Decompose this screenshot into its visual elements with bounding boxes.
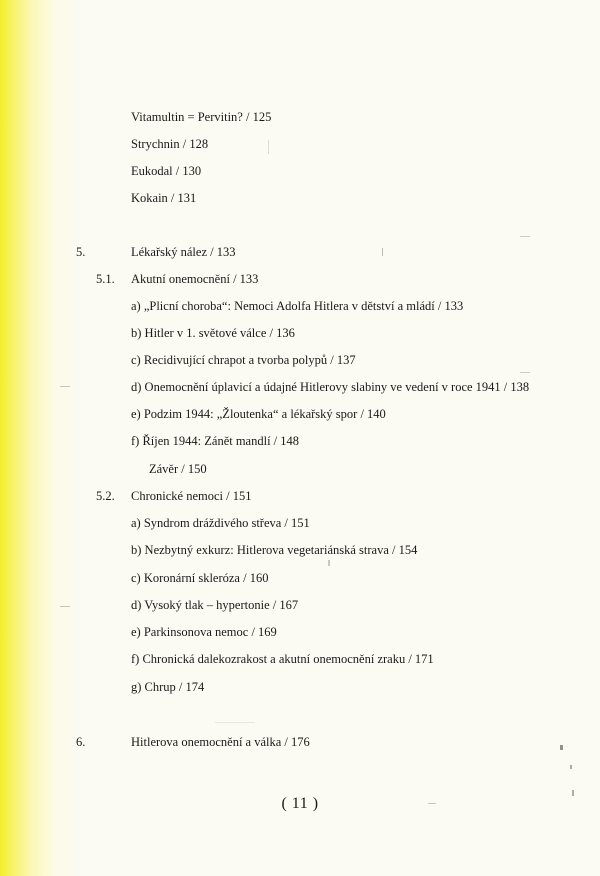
toc-entry-koronarni: c) Koronární skleróza / 160 — [131, 571, 269, 585]
scan-mark — [60, 606, 70, 607]
scan-mark — [570, 765, 572, 769]
toc-chapter-number: 5. — [76, 245, 86, 259]
toc-chapter-valka: Hitlerova onemocnění a válka / 176 — [131, 735, 310, 749]
toc-entry-zloutenka: e) Podzim 1944: „Žloutenka“ a lékařský spor / 140 — [131, 407, 386, 421]
scan-mark — [328, 560, 330, 566]
toc-entry-eukodal: Eukodal / 130 — [131, 164, 202, 178]
toc-entry-parkinson: e) Parkinsonova nemoc / 169 — [131, 625, 277, 639]
scan-mark — [560, 745, 563, 750]
toc-section-number: 5.1. — [96, 272, 115, 286]
scan-mark — [268, 140, 269, 154]
toc-entry-kokain: Kokain / 131 — [131, 191, 197, 205]
toc-entry-plicni-choroba: a) „Plicní choroba“: Nemoci Adolfa Hitlera v dětství a mládí / 133 — [131, 299, 464, 313]
toc-entry-svetova-valka: b) Hitler v 1. světové válce / 136 — [131, 326, 295, 340]
toc-chapter-number: 6. — [76, 735, 86, 749]
scan-mark — [215, 722, 255, 723]
toc-section-number: 5.2. — [96, 489, 115, 503]
scan-mark — [520, 236, 530, 237]
toc-section-chronicke: Chronické nemoci / 151 — [131, 489, 252, 503]
scan-mark — [382, 248, 383, 256]
toc-entry-vegetarianska-strava: b) Nezbytný exkurz: Hitlerova vegetariánská strava / 154 — [131, 543, 418, 557]
toc-chapter-lekarsky-nalez: Lékařský nález / 133 — [131, 245, 236, 259]
toc-entry-chrapot: c) Recidivující chrapot a tvorba polypů / 137 — [131, 353, 356, 367]
scan-mark — [520, 372, 530, 373]
toc-entry-uplavice: d) Onemocnění úplavicí a údajné Hitlerovy slabiny ve vedení v roce 1941 / 138 — [131, 380, 530, 394]
scan-mark — [572, 790, 574, 796]
toc-entry-vitamultin: Vitamultin = Pervitin? / 125 — [131, 110, 272, 124]
toc-entry-syndrom: a) Syndrom dráždivého střeva / 151 — [131, 516, 310, 530]
toc-entry-strychnin: Strychnin / 128 — [131, 137, 209, 151]
toc-entry-zanet-mandli: f) Říjen 1944: Zánět mandlí / 148 — [131, 434, 300, 448]
toc-section-akutni: Akutní onemocnění / 133 — [131, 272, 259, 286]
page-number: ( 11 ) — [281, 795, 319, 812]
toc-entry-chrup: g) Chrup / 174 — [131, 680, 205, 694]
toc-entry-zaver: Závěr / 150 — [149, 462, 207, 476]
toc-entry-hypertonie: d) Vysoký tlak – hypertonie / 167 — [131, 598, 299, 612]
toc-entry-dalekozrakost: f) Chronická dalekozrakost a akutní onemocnění zraku / 171 — [131, 652, 434, 666]
scan-mark — [60, 386, 70, 387]
scan-mark — [428, 803, 436, 804]
